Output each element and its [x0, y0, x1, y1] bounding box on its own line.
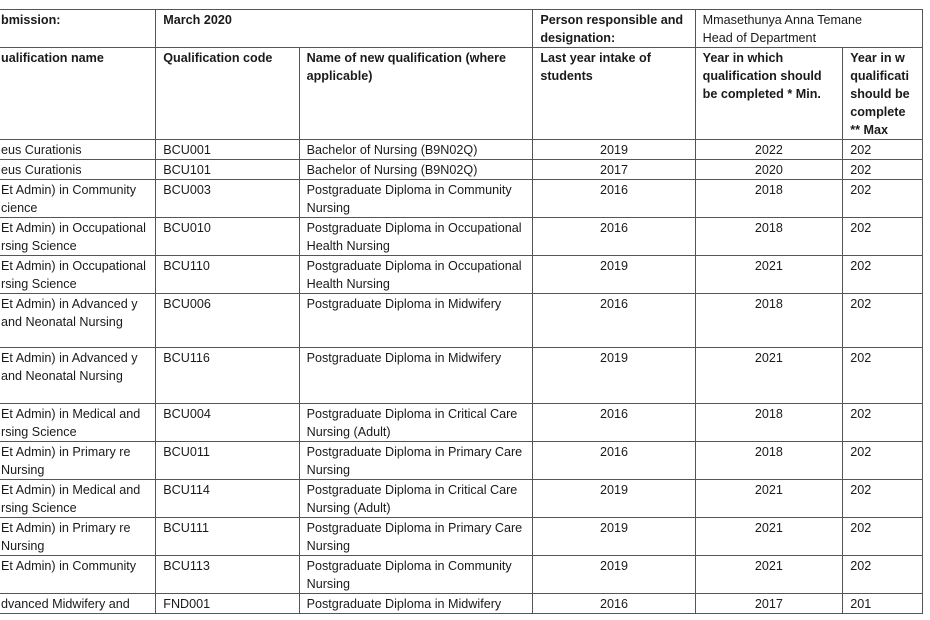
year-min-cell: 2022 — [695, 140, 843, 160]
year-min-cell: 2021 — [695, 256, 843, 294]
qualification-name-cell: Et Admin) in Community cience — [0, 180, 156, 218]
last-intake-cell: 2016 — [533, 294, 695, 348]
year-min-cell: 2021 — [695, 480, 843, 518]
last-intake-cell: 2017 — [533, 160, 695, 180]
year-max-cell: 202 — [843, 256, 923, 294]
header-qualification-code: Qualification code — [156, 48, 299, 140]
new-qualification-cell: Bachelor of Nursing (B9N02Q) — [299, 140, 533, 160]
year-min-cell: 2020 — [695, 160, 843, 180]
qualification-name-cell: dvanced Midwifery and — [0, 594, 156, 614]
header-year-max: Year in w qualificati should be complete ** Max — [843, 48, 923, 140]
person-name: Mmasethunya Anna Temane — [702, 13, 863, 27]
header-row — [0, 48, 923, 140]
table-row — [0, 404, 923, 442]
year-max-cell: 202 — [843, 442, 923, 480]
new-qualification-cell: Postgraduate Diploma in Critical Care Nursing (Adult) — [299, 404, 533, 442]
last-intake-cell: 2019 — [533, 348, 695, 404]
table-row — [0, 140, 923, 160]
header-qualification-name: ualification name — [0, 48, 156, 140]
year-max-cell: 202 — [843, 480, 923, 518]
header-new-qualification: Name of new qualification (where applicable) — [299, 48, 533, 140]
last-intake-cell: 2016 — [533, 218, 695, 256]
qualification-code-cell: BCU006 — [156, 294, 299, 348]
qualification-name-cell: Et Admin) in Advanced y and Neonatal Nursing — [0, 294, 156, 348]
qualification-code-cell: BCU011 — [156, 442, 299, 480]
new-qualification-cell: Postgraduate Diploma in Midwifery — [299, 348, 533, 404]
qualification-name-cell: Et Admin) in Occupational rsing Science — [0, 218, 156, 256]
qualification-code-cell: BCU101 — [156, 160, 299, 180]
new-qualification-cell: Postgraduate Diploma in Primary Care Nursing — [299, 442, 533, 480]
new-qualification-cell: Postgraduate Diploma in Primary Care Nursing — [299, 518, 533, 556]
person-cell — [695, 10, 922, 48]
table-row — [0, 160, 923, 180]
last-intake-cell: 2016 — [533, 180, 695, 218]
new-qualification-cell: Postgraduate Diploma in Occupational Health Nursing — [299, 218, 533, 256]
year-min-cell: 2018 — [695, 294, 843, 348]
year-min-cell: 2021 — [695, 518, 843, 556]
year-max-cell: 202 — [843, 180, 923, 218]
qualification-name-cell: Et Admin) in Primary re Nursing — [0, 442, 156, 480]
table-row — [0, 218, 923, 256]
last-intake-cell: 2016 — [533, 594, 695, 614]
year-max-cell: 202 — [843, 348, 923, 404]
year-max-cell: 202 — [843, 294, 923, 348]
qualification-code-cell: BCU111 — [156, 518, 299, 556]
qualification-code-cell: FND001 — [156, 594, 299, 614]
last-intake-cell: 2019 — [533, 480, 695, 518]
table-row — [0, 518, 923, 556]
year-min-cell: 2017 — [695, 594, 843, 614]
last-intake-cell: 2019 — [533, 256, 695, 294]
qualification-name-cell: eus Curationis — [0, 160, 156, 180]
table-row — [0, 180, 923, 218]
year-max-cell: 202 — [843, 556, 923, 594]
new-qualification-cell: Postgraduate Diploma in Occupational Health Nursing — [299, 256, 533, 294]
qualification-name-cell: Et Admin) in Medical and rsing Science — [0, 404, 156, 442]
qualification-name-cell: Et Admin) in Occupational rsing Science — [0, 256, 156, 294]
table-row — [0, 294, 923, 348]
table-row — [0, 256, 923, 294]
submission-date: March 2020 — [156, 10, 533, 48]
year-max-cell: 201 — [843, 594, 923, 614]
qualification-code-cell: BCU110 — [156, 256, 299, 294]
qualification-name-cell: Et Admin) in Primary re Nursing — [0, 518, 156, 556]
year-max-cell: 202 — [843, 160, 923, 180]
qualification-code-cell: BCU004 — [156, 404, 299, 442]
year-max-cell: 202 — [843, 404, 923, 442]
table-row — [0, 480, 923, 518]
year-max-cell: 202 — [843, 218, 923, 256]
year-min-cell: 2021 — [695, 348, 843, 404]
submission-label: bmission: — [0, 10, 156, 48]
qualification-code-cell: BCU113 — [156, 556, 299, 594]
last-intake-cell: 2016 — [533, 404, 695, 442]
last-intake-cell: 2019 — [533, 140, 695, 160]
table-row — [0, 594, 923, 614]
last-intake-cell: 2019 — [533, 556, 695, 594]
year-max-cell: 202 — [843, 140, 923, 160]
year-min-cell: 2018 — [695, 180, 843, 218]
qualification-table — [0, 9, 923, 614]
new-qualification-cell: Postgraduate Diploma in Community Nursing — [299, 556, 533, 594]
qualification-code-cell: BCU114 — [156, 480, 299, 518]
last-intake-cell: 2019 — [533, 518, 695, 556]
new-qualification-cell: Postgraduate Diploma in Midwifery — [299, 594, 533, 614]
qualification-code-cell: BCU003 — [156, 180, 299, 218]
header-last-intake: Last year intake of students — [533, 48, 695, 140]
year-max-cell: 202 — [843, 518, 923, 556]
qualification-name-cell: Et Admin) in Advanced y and Neonatal Nursing — [0, 348, 156, 404]
new-qualification-cell: Bachelor of Nursing (B9N02Q) — [299, 160, 533, 180]
year-min-cell: 2018 — [695, 442, 843, 480]
qualification-name-cell: Et Admin) in Community — [0, 556, 156, 594]
qualification-name-cell: Et Admin) in Medical and rsing Science — [0, 480, 156, 518]
header-year-min: Year in which qualification should be completed * Min. — [695, 48, 843, 140]
last-intake-cell: 2016 — [533, 442, 695, 480]
new-qualification-cell: Postgraduate Diploma in Community Nursing — [299, 180, 533, 218]
table-row — [0, 348, 923, 404]
qualification-code-cell: BCU116 — [156, 348, 299, 404]
year-min-cell: 2018 — [695, 218, 843, 256]
qualification-code-cell: BCU001 — [156, 140, 299, 160]
new-qualification-cell: Postgraduate Diploma in Critical Care Nursing (Adult) — [299, 480, 533, 518]
person-label: Person responsible and designation: — [533, 10, 695, 48]
qualification-code-cell: BCU010 — [156, 218, 299, 256]
qualification-name-cell: eus Curationis — [0, 140, 156, 160]
table-row — [0, 556, 923, 594]
submission-row — [0, 10, 923, 48]
year-min-cell: 2018 — [695, 404, 843, 442]
table-row — [0, 442, 923, 480]
year-min-cell: 2021 — [695, 556, 843, 594]
new-qualification-cell: Postgraduate Diploma in Midwifery — [299, 294, 533, 348]
person-title: Head of Department — [702, 31, 817, 45]
